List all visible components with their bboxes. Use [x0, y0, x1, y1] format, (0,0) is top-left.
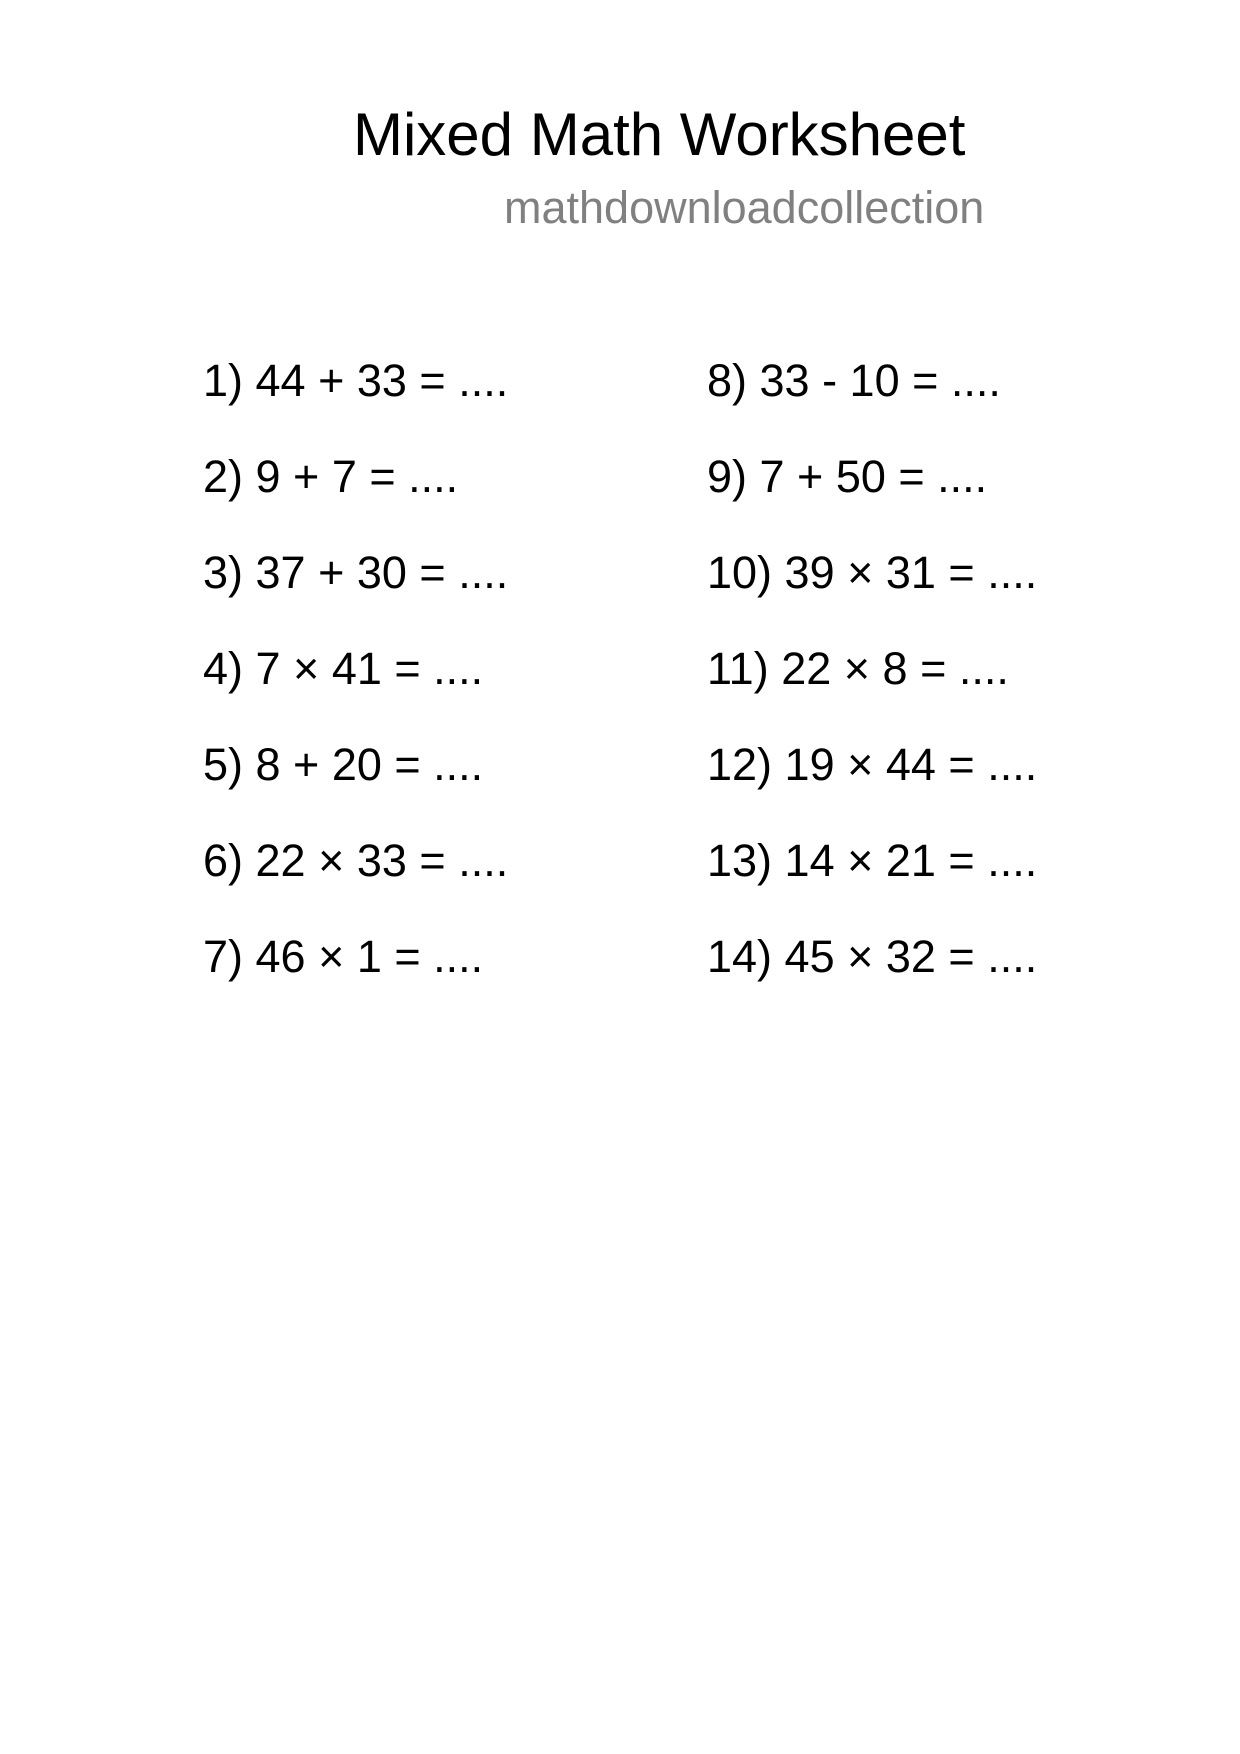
problem-1: 1) 44 + 33 = .... — [203, 355, 509, 406]
problem-6: 6) 22 × 33 = .... — [203, 835, 509, 886]
problem-2: 2) 9 + 7 = .... — [203, 451, 459, 502]
problem-10: 10) 39 × 31 = .... — [707, 547, 1038, 598]
worksheet-title: Mixed Math Worksheet — [353, 101, 966, 168]
problem-11: 11) 22 × 8 = .... — [707, 643, 1009, 694]
problems-left-column — [203, 355, 508, 1027]
problem-4: 4) 7 × 41 = .... — [203, 643, 484, 694]
worksheet-subtitle: mathdownloadcollection — [504, 182, 985, 233]
problem-3: 3) 37 + 30 = .... — [203, 547, 509, 598]
problem-7: 7) 46 × 1 = .... — [203, 931, 484, 982]
problems-right-column — [707, 355, 1037, 1027]
problem-14: 14) 45 × 32 = .... — [707, 931, 1038, 982]
problem-8: 8) 33 - 10 = .... — [707, 355, 1001, 406]
problem-12: 12) 19 × 44 = .... — [707, 739, 1038, 790]
problem-9: 9) 7 + 50 = .... — [707, 451, 988, 502]
problem-13: 13) 14 × 21 = .... — [707, 835, 1038, 886]
problem-5: 5) 8 + 20 = .... — [203, 739, 484, 790]
